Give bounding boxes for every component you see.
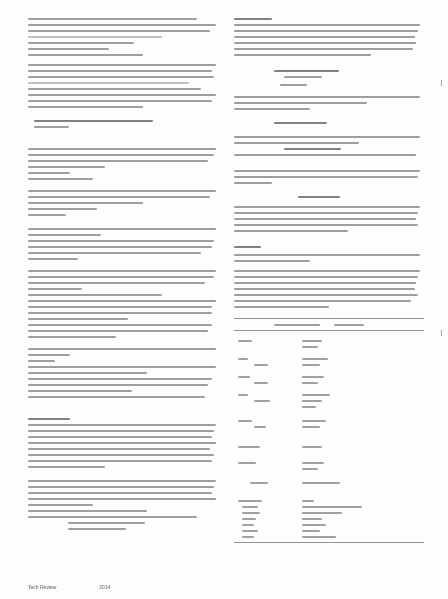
text-line (28, 42, 134, 44)
table-cell (302, 382, 318, 384)
text-line (28, 234, 101, 236)
text-line (68, 528, 126, 530)
scan-edge-mark (441, 80, 442, 86)
text-line (28, 378, 212, 380)
table-cell (302, 420, 326, 422)
equation-line (284, 148, 341, 150)
table-cell (302, 468, 318, 470)
text-line (234, 212, 418, 214)
text-line (234, 48, 413, 50)
text-line (28, 228, 216, 230)
text-line (28, 448, 210, 450)
text-line (234, 224, 418, 226)
table-cell (302, 518, 322, 520)
text-line (234, 288, 415, 290)
text-line (28, 430, 214, 432)
text-line (28, 504, 93, 506)
table-cell (242, 506, 258, 508)
page-footer (28, 585, 110, 591)
table-cell (302, 530, 320, 532)
text-line (234, 96, 420, 98)
table-cell (302, 446, 322, 448)
equation-line (280, 84, 307, 86)
text-line (28, 24, 216, 26)
text-line (234, 36, 415, 38)
text-line (234, 30, 418, 32)
table-cell (302, 536, 336, 538)
text-line (28, 436, 212, 438)
text-line (28, 460, 212, 462)
text-line (28, 396, 205, 398)
text-line (28, 294, 162, 296)
text-line (234, 42, 416, 44)
table-header (274, 324, 320, 326)
table-cell (302, 506, 362, 508)
table-cell (254, 400, 270, 402)
equation-line (274, 122, 327, 124)
text-line (28, 88, 201, 90)
text-line (234, 24, 420, 26)
text-line (234, 230, 348, 232)
table-cell (302, 462, 324, 464)
text-line (28, 190, 216, 192)
table-cell (242, 530, 258, 532)
text-line (234, 306, 329, 308)
text-line (28, 252, 201, 254)
scan-edge-mark (441, 330, 442, 336)
text-line (28, 94, 216, 96)
table-cell (250, 482, 268, 484)
text-line (28, 154, 214, 156)
text-line (28, 148, 216, 150)
table-cell (302, 394, 330, 396)
text-line (28, 30, 210, 32)
text-line (28, 510, 147, 512)
equation-line (298, 196, 340, 198)
table-header-rule (234, 330, 424, 331)
table-cell (302, 346, 318, 348)
table-cell (302, 482, 340, 484)
table-cell (254, 364, 268, 366)
text-line (234, 170, 420, 172)
text-line (28, 354, 70, 356)
text-line (28, 288, 82, 290)
text-line (234, 102, 367, 104)
table-cell (242, 536, 254, 538)
text-line (28, 76, 214, 78)
text-line (234, 218, 416, 220)
text-line (234, 270, 420, 272)
text-line (28, 100, 212, 102)
table-cell (238, 500, 262, 502)
text-line (28, 282, 205, 284)
table-cell (302, 426, 320, 428)
table-cell (238, 420, 252, 422)
text-line (28, 324, 212, 326)
text-line (28, 516, 197, 518)
text-line (28, 306, 212, 308)
text-line (28, 360, 55, 362)
text-line (28, 208, 97, 210)
table-bottom-rule (234, 542, 424, 543)
table-cell (302, 512, 342, 514)
text-line (28, 330, 208, 332)
text-line (28, 172, 70, 174)
text-line (28, 48, 109, 50)
text-line (28, 70, 212, 72)
text-line (234, 300, 411, 302)
text-line (28, 486, 214, 488)
text-line (234, 136, 420, 138)
text-line (28, 54, 143, 56)
text-line (28, 480, 216, 482)
table-cell (302, 524, 326, 526)
text-line (28, 384, 208, 386)
text-line (234, 276, 418, 278)
table-cell (302, 358, 328, 360)
section-heading (234, 246, 261, 248)
right-column (234, 14, 424, 575)
text-line (28, 300, 216, 302)
table-cell (238, 376, 250, 378)
text-line (234, 176, 418, 178)
text-line (28, 312, 212, 314)
text-line (28, 202, 143, 204)
text-line (28, 424, 216, 426)
table-cell (302, 340, 322, 342)
table-cell (302, 500, 314, 502)
table-header (334, 324, 364, 326)
table-cell (254, 382, 268, 384)
data-table (234, 336, 424, 576)
section-heading (234, 18, 272, 20)
text-line (28, 276, 214, 278)
text-line (234, 294, 418, 296)
text-line (28, 160, 208, 162)
table-cell (302, 364, 320, 366)
text-line (28, 442, 216, 444)
text-line (234, 54, 371, 56)
footer-left-text: Tech Review (28, 585, 57, 591)
text-line (28, 106, 143, 108)
table-cell (238, 358, 248, 360)
text-line (234, 254, 420, 256)
text-line (28, 466, 105, 468)
text-line (28, 166, 105, 168)
text-line (68, 522, 145, 524)
table-cell (238, 446, 260, 448)
text-line (28, 246, 212, 248)
table-cell (242, 524, 254, 526)
text-line (28, 336, 116, 338)
text-line (28, 318, 128, 320)
section-heading (28, 418, 70, 420)
text-line (28, 64, 216, 66)
text-line (234, 260, 310, 262)
text-line (28, 390, 132, 392)
table-cell (302, 406, 316, 408)
text-line (28, 348, 216, 350)
text-line (28, 240, 214, 242)
left-column (28, 14, 220, 575)
table-cell (242, 518, 256, 520)
text-line (28, 270, 216, 272)
text-line (234, 282, 416, 284)
table-cell (302, 376, 324, 378)
text-line (28, 372, 147, 374)
text-line (28, 258, 78, 260)
text-line (234, 206, 420, 208)
text-line (234, 108, 310, 110)
text-line (28, 36, 162, 38)
text-line (28, 196, 210, 198)
text-line (234, 182, 272, 184)
text-line (28, 82, 189, 84)
table-top-rule (234, 318, 424, 319)
table-cell (238, 340, 252, 342)
equation-line (274, 70, 339, 72)
table-cell (302, 400, 322, 402)
table-cell (242, 512, 260, 514)
equation-line (34, 120, 153, 122)
text-line (28, 492, 212, 494)
equation-line (34, 126, 69, 128)
table-cell (254, 426, 266, 428)
equation-line (284, 76, 322, 78)
text-line (28, 178, 93, 180)
table-cell (238, 394, 248, 396)
table-cell (238, 462, 256, 464)
text-line (28, 18, 197, 20)
text-line (234, 154, 416, 156)
text-line (28, 498, 216, 500)
text-line (28, 366, 216, 368)
text-line (28, 214, 66, 216)
text-line (234, 142, 359, 144)
text-line (28, 454, 214, 456)
footer-right-text: 2014 (99, 585, 111, 591)
